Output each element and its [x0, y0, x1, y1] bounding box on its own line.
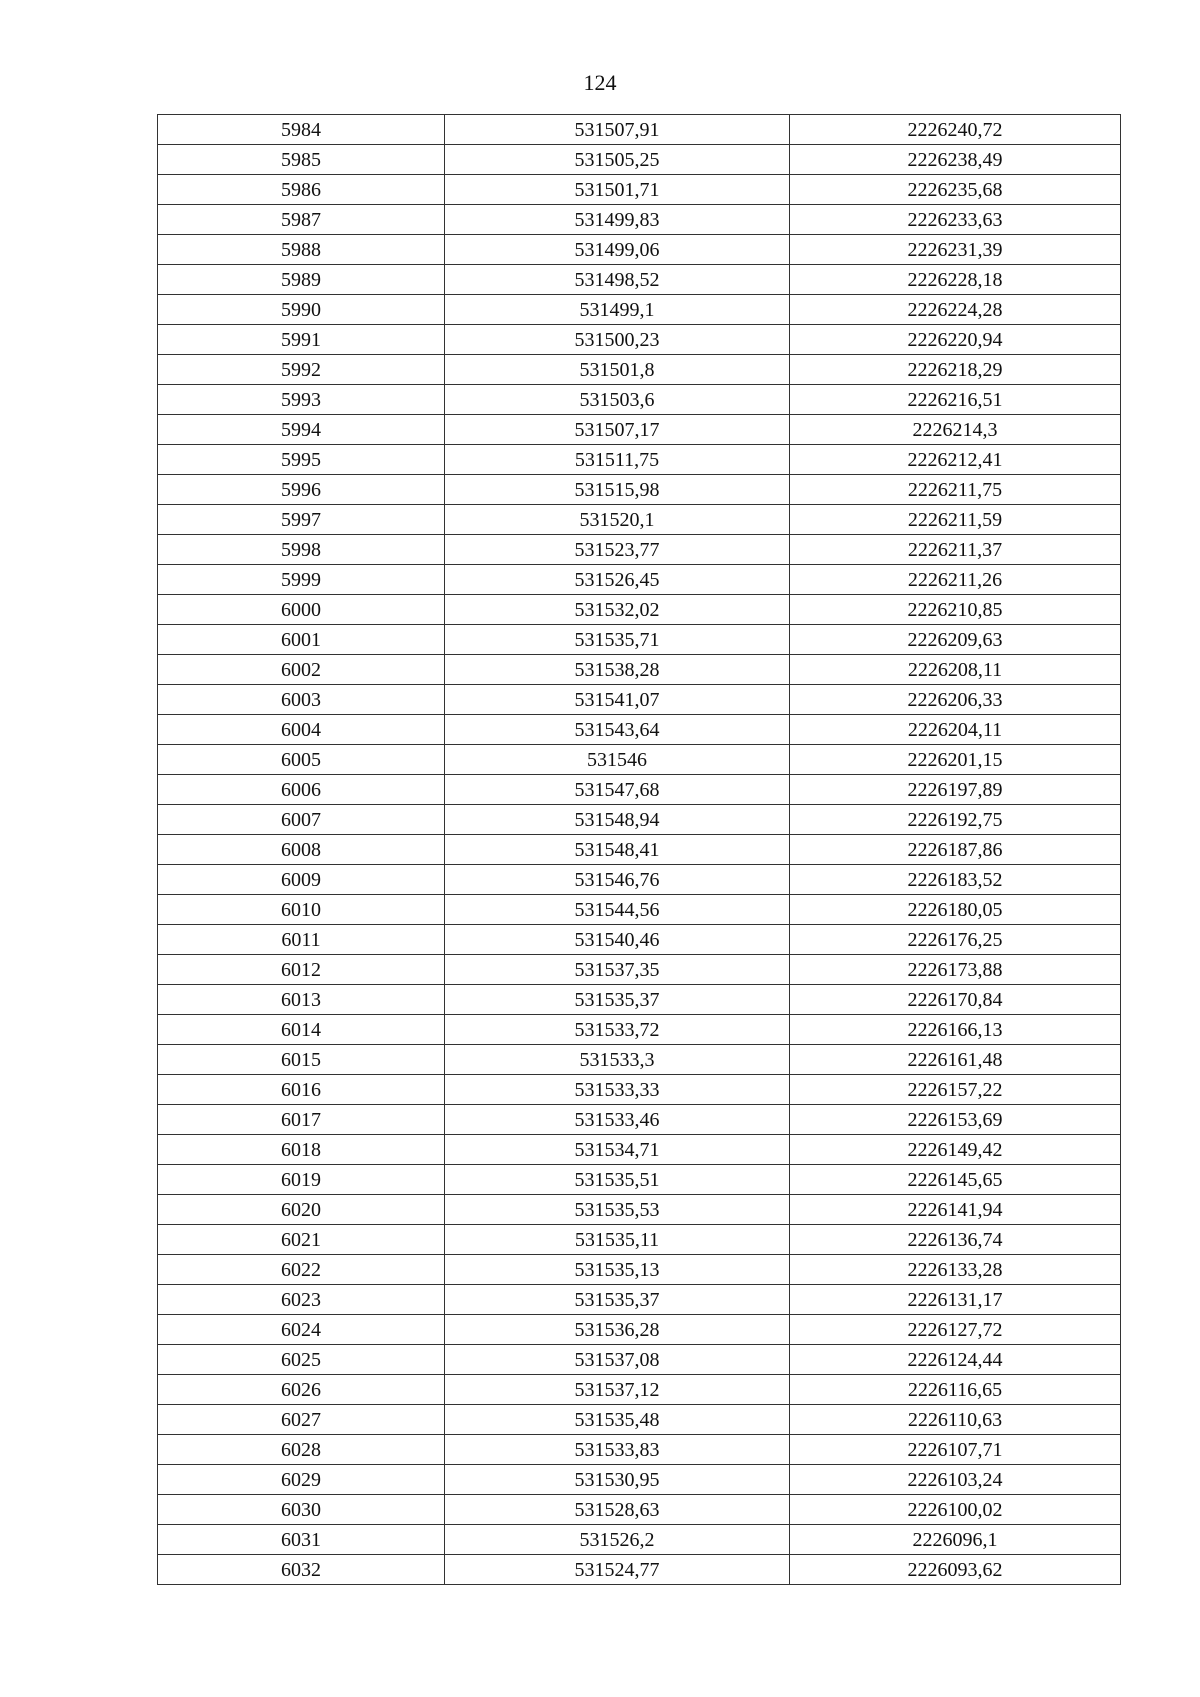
table-row	[158, 715, 1121, 745]
point-number-cell: 5986	[158, 175, 445, 205]
x-coordinate-cell: 531544,56	[445, 895, 790, 925]
x-coordinate-cell: 531535,53	[445, 1195, 790, 1225]
y-coordinate-cell: 2226107,71	[790, 1435, 1121, 1465]
table-row	[158, 265, 1121, 295]
table-row	[158, 775, 1121, 805]
point-number-cell: 6026	[158, 1375, 445, 1405]
y-coordinate-cell: 2226216,51	[790, 385, 1121, 415]
x-coordinate-cell: 531501,8	[445, 355, 790, 385]
x-coordinate-cell: 531520,1	[445, 505, 790, 535]
table-row	[158, 895, 1121, 925]
point-number-cell: 6029	[158, 1465, 445, 1495]
x-coordinate-cell: 531499,1	[445, 295, 790, 325]
y-coordinate-cell: 2226141,94	[790, 1195, 1121, 1225]
x-coordinate-cell: 531548,41	[445, 835, 790, 865]
y-coordinate-cell: 2226240,72	[790, 115, 1121, 145]
table-row	[158, 1105, 1121, 1135]
coordinates-table	[157, 114, 1121, 1585]
y-coordinate-cell: 2226110,63	[790, 1405, 1121, 1435]
table-row	[158, 595, 1121, 625]
y-coordinate-cell: 2226235,68	[790, 175, 1121, 205]
table-row	[158, 805, 1121, 835]
y-coordinate-cell: 2226206,33	[790, 685, 1121, 715]
table-row	[158, 175, 1121, 205]
table-row	[158, 655, 1121, 685]
point-number-cell: 6025	[158, 1345, 445, 1375]
x-coordinate-cell: 531507,91	[445, 115, 790, 145]
point-number-cell: 6002	[158, 655, 445, 685]
x-coordinate-cell: 531515,98	[445, 475, 790, 505]
table-row	[158, 145, 1121, 175]
x-coordinate-cell: 531541,07	[445, 685, 790, 715]
y-coordinate-cell: 2226233,63	[790, 205, 1121, 235]
point-number-cell: 5991	[158, 325, 445, 355]
table-row	[158, 865, 1121, 895]
x-coordinate-cell: 531499,06	[445, 235, 790, 265]
y-coordinate-cell: 2226211,26	[790, 565, 1121, 595]
x-coordinate-cell: 531507,17	[445, 415, 790, 445]
point-number-cell: 6031	[158, 1525, 445, 1555]
y-coordinate-cell: 2226170,84	[790, 985, 1121, 1015]
table-row	[158, 1465, 1121, 1495]
point-number-cell: 5985	[158, 145, 445, 175]
table-row	[158, 1255, 1121, 1285]
x-coordinate-cell: 531537,12	[445, 1375, 790, 1405]
table-row	[158, 535, 1121, 565]
table-row	[158, 955, 1121, 985]
x-coordinate-cell: 531533,46	[445, 1105, 790, 1135]
x-coordinate-cell: 531546	[445, 745, 790, 775]
x-coordinate-cell: 531511,75	[445, 445, 790, 475]
x-coordinate-cell: 531538,28	[445, 655, 790, 685]
y-coordinate-cell: 2226201,15	[790, 745, 1121, 775]
x-coordinate-cell: 531535,37	[445, 1285, 790, 1315]
y-coordinate-cell: 2226116,65	[790, 1375, 1121, 1405]
y-coordinate-cell: 2226197,89	[790, 775, 1121, 805]
point-number-cell: 6000	[158, 595, 445, 625]
y-coordinate-cell: 2226218,29	[790, 355, 1121, 385]
point-number-cell: 5999	[158, 565, 445, 595]
point-number-cell: 5992	[158, 355, 445, 385]
table-row	[158, 925, 1121, 955]
x-coordinate-cell: 531535,51	[445, 1165, 790, 1195]
table-row	[158, 385, 1121, 415]
y-coordinate-cell: 2226209,63	[790, 625, 1121, 655]
x-coordinate-cell: 531498,52	[445, 265, 790, 295]
point-number-cell: 6011	[158, 925, 445, 955]
point-number-cell: 6027	[158, 1405, 445, 1435]
x-coordinate-cell: 531526,2	[445, 1525, 790, 1555]
point-number-cell: 6016	[158, 1075, 445, 1105]
y-coordinate-cell: 2226166,13	[790, 1015, 1121, 1045]
x-coordinate-cell: 531526,45	[445, 565, 790, 595]
point-number-cell: 5993	[158, 385, 445, 415]
x-coordinate-cell: 531533,3	[445, 1045, 790, 1075]
point-number-cell: 6001	[158, 625, 445, 655]
table-row	[158, 1525, 1121, 1555]
table-row	[158, 205, 1121, 235]
y-coordinate-cell: 2226211,37	[790, 535, 1121, 565]
table-row	[158, 445, 1121, 475]
y-coordinate-cell: 2226224,28	[790, 295, 1121, 325]
table-row	[158, 1435, 1121, 1465]
x-coordinate-cell: 531536,28	[445, 1315, 790, 1345]
y-coordinate-cell: 2226161,48	[790, 1045, 1121, 1075]
x-coordinate-cell: 531533,83	[445, 1435, 790, 1465]
x-coordinate-cell: 531503,6	[445, 385, 790, 415]
y-coordinate-cell: 2226231,39	[790, 235, 1121, 265]
point-number-cell: 5988	[158, 235, 445, 265]
y-coordinate-cell: 2226093,62	[790, 1555, 1121, 1585]
table-row	[158, 1195, 1121, 1225]
x-coordinate-cell: 531537,08	[445, 1345, 790, 1375]
x-coordinate-cell: 531535,11	[445, 1225, 790, 1255]
y-coordinate-cell: 2226153,69	[790, 1105, 1121, 1135]
point-number-cell: 6017	[158, 1105, 445, 1135]
x-coordinate-cell: 531535,48	[445, 1405, 790, 1435]
table-row	[158, 1285, 1121, 1315]
point-number-cell: 6003	[158, 685, 445, 715]
table-row	[158, 415, 1121, 445]
point-number-cell: 6008	[158, 835, 445, 865]
y-coordinate-cell: 2226157,22	[790, 1075, 1121, 1105]
y-coordinate-cell: 2226220,94	[790, 325, 1121, 355]
point-number-cell: 5984	[158, 115, 445, 145]
table-row	[158, 685, 1121, 715]
point-number-cell: 5997	[158, 505, 445, 535]
x-coordinate-cell: 531532,02	[445, 595, 790, 625]
table-row	[158, 295, 1121, 325]
y-coordinate-cell: 2226145,65	[790, 1165, 1121, 1195]
y-coordinate-cell: 2226214,3	[790, 415, 1121, 445]
table-row	[158, 115, 1121, 145]
point-number-cell: 5998	[158, 535, 445, 565]
point-number-cell: 6019	[158, 1165, 445, 1195]
y-coordinate-cell: 2226183,52	[790, 865, 1121, 895]
table-row	[158, 1495, 1121, 1525]
x-coordinate-cell: 531534,71	[445, 1135, 790, 1165]
x-coordinate-cell: 531540,46	[445, 925, 790, 955]
table-row	[158, 1225, 1121, 1255]
table-row	[158, 1015, 1121, 1045]
y-coordinate-cell: 2226103,24	[790, 1465, 1121, 1495]
point-number-cell: 5987	[158, 205, 445, 235]
y-coordinate-cell: 2226187,86	[790, 835, 1121, 865]
y-coordinate-cell: 2226208,11	[790, 655, 1121, 685]
table-row	[158, 505, 1121, 535]
y-coordinate-cell: 2226180,05	[790, 895, 1121, 925]
x-coordinate-cell: 531533,72	[445, 1015, 790, 1045]
point-number-cell: 6012	[158, 955, 445, 985]
y-coordinate-cell: 2226124,44	[790, 1345, 1121, 1375]
point-number-cell: 6024	[158, 1315, 445, 1345]
table-row	[158, 1555, 1121, 1585]
x-coordinate-cell: 531528,63	[445, 1495, 790, 1525]
y-coordinate-cell: 2226131,17	[790, 1285, 1121, 1315]
table-row	[158, 835, 1121, 865]
point-number-cell: 6032	[158, 1555, 445, 1585]
table-row	[158, 235, 1121, 265]
point-number-cell: 6021	[158, 1225, 445, 1255]
y-coordinate-cell: 2226149,42	[790, 1135, 1121, 1165]
point-number-cell: 5989	[158, 265, 445, 295]
x-coordinate-cell: 531543,64	[445, 715, 790, 745]
table-row	[158, 475, 1121, 505]
x-coordinate-cell: 531501,71	[445, 175, 790, 205]
point-number-cell: 6006	[158, 775, 445, 805]
point-number-cell: 6022	[158, 1255, 445, 1285]
table-row	[158, 745, 1121, 775]
table-row	[158, 565, 1121, 595]
y-coordinate-cell: 2226238,49	[790, 145, 1121, 175]
point-number-cell: 6023	[158, 1285, 445, 1315]
x-coordinate-cell: 531505,25	[445, 145, 790, 175]
x-coordinate-cell: 531523,77	[445, 535, 790, 565]
coordinates-table-body	[158, 115, 1121, 1585]
table-row	[158, 1075, 1121, 1105]
y-coordinate-cell: 2226228,18	[790, 265, 1121, 295]
page-number: 124	[583, 70, 617, 95]
x-coordinate-cell: 531500,23	[445, 325, 790, 355]
x-coordinate-cell: 531535,71	[445, 625, 790, 655]
point-number-cell: 6014	[158, 1015, 445, 1045]
x-coordinate-cell: 531535,13	[445, 1255, 790, 1285]
point-number-cell: 6007	[158, 805, 445, 835]
point-number-cell: 6013	[158, 985, 445, 1015]
table-row	[158, 355, 1121, 385]
table-row	[158, 1375, 1121, 1405]
x-coordinate-cell: 531533,33	[445, 1075, 790, 1105]
table-row	[158, 1315, 1121, 1345]
table-row	[158, 985, 1121, 1015]
table-row	[158, 1135, 1121, 1165]
y-coordinate-cell: 2226210,85	[790, 595, 1121, 625]
y-coordinate-cell: 2226133,28	[790, 1255, 1121, 1285]
point-number-cell: 6020	[158, 1195, 445, 1225]
x-coordinate-cell: 531548,94	[445, 805, 790, 835]
x-coordinate-cell: 531524,77	[445, 1555, 790, 1585]
point-number-cell: 5995	[158, 445, 445, 475]
y-coordinate-cell: 2226173,88	[790, 955, 1121, 985]
y-coordinate-cell: 2226204,11	[790, 715, 1121, 745]
x-coordinate-cell: 531546,76	[445, 865, 790, 895]
x-coordinate-cell: 531547,68	[445, 775, 790, 805]
table-row	[158, 1345, 1121, 1375]
x-coordinate-cell: 531537,35	[445, 955, 790, 985]
point-number-cell: 6028	[158, 1435, 445, 1465]
y-coordinate-cell: 2226127,72	[790, 1315, 1121, 1345]
table-row	[158, 1405, 1121, 1435]
table-row	[158, 325, 1121, 355]
point-number-cell: 6030	[158, 1495, 445, 1525]
y-coordinate-cell: 2226176,25	[790, 925, 1121, 955]
point-number-cell: 5996	[158, 475, 445, 505]
point-number-cell: 6018	[158, 1135, 445, 1165]
table-row	[158, 1045, 1121, 1075]
point-number-cell: 6009	[158, 865, 445, 895]
table-row	[158, 1165, 1121, 1195]
y-coordinate-cell: 2226212,41	[790, 445, 1121, 475]
y-coordinate-cell: 2226192,75	[790, 805, 1121, 835]
point-number-cell: 6004	[158, 715, 445, 745]
table-row	[158, 625, 1121, 655]
x-coordinate-cell: 531499,83	[445, 205, 790, 235]
point-number-cell: 5990	[158, 295, 445, 325]
point-number-cell: 6015	[158, 1045, 445, 1075]
y-coordinate-cell: 2226211,75	[790, 475, 1121, 505]
y-coordinate-cell: 2226096,1	[790, 1525, 1121, 1555]
y-coordinate-cell: 2226100,02	[790, 1495, 1121, 1525]
y-coordinate-cell: 2226211,59	[790, 505, 1121, 535]
point-number-cell: 6010	[158, 895, 445, 925]
y-coordinate-cell: 2226136,74	[790, 1225, 1121, 1255]
x-coordinate-cell: 531535,37	[445, 985, 790, 1015]
x-coordinate-cell: 531530,95	[445, 1465, 790, 1495]
point-number-cell: 5994	[158, 415, 445, 445]
point-number-cell: 6005	[158, 745, 445, 775]
